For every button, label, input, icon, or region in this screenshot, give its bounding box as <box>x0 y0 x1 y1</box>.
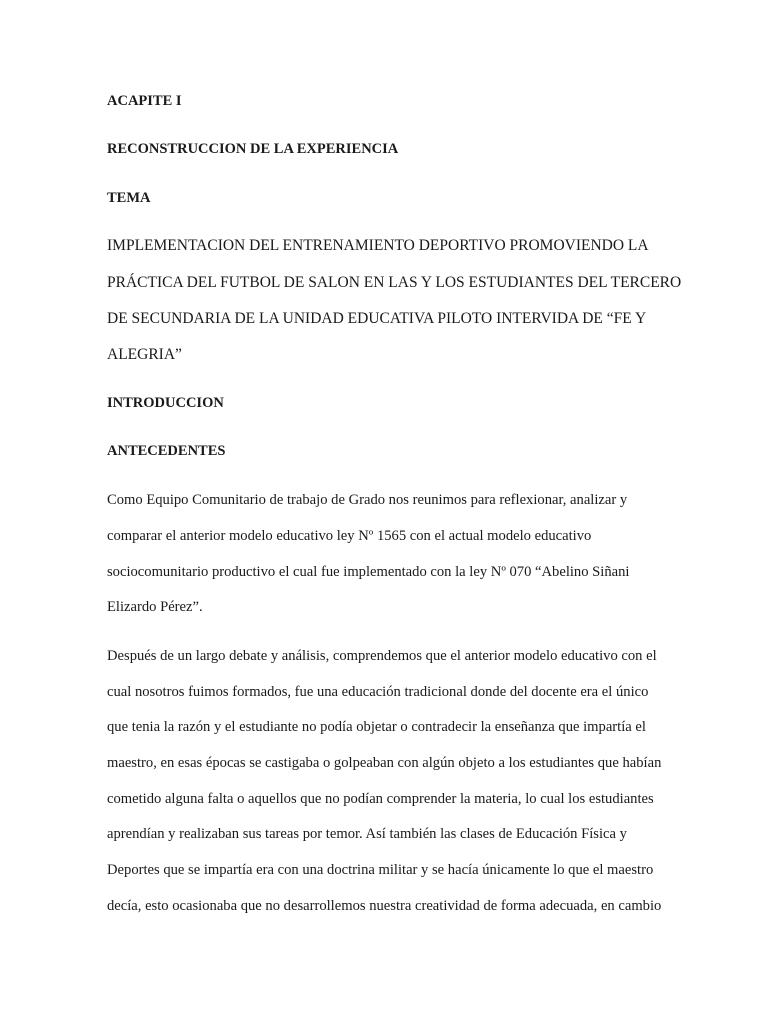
heading-acapite: ACAPITE I <box>107 93 182 109</box>
paragraph2-line-6: aprendían y realizaban sus tareas por temor. Así también las clases de Educación Física y <box>107 826 627 842</box>
title-line-3: DE SECUNDARIA DE LA UNIDAD EDUCATIVA PILOTO INTERVIDA DE “FE Y <box>107 310 647 327</box>
heading-introduccion: INTRODUCCION <box>107 395 224 411</box>
title-line-4: ALEGRIA” <box>107 346 182 363</box>
paragraph1-line-1: Como Equipo Comunitario de trabajo de Grado nos reunimos para reflexionar, analizar y <box>107 492 628 508</box>
paragraph2-line-4: maestro, en esas épocas se castigaba o golpeaban con algún objeto a los estudiantes que habían <box>107 755 662 771</box>
title-line-1: IMPLEMENTACION DEL ENTRENAMIENTO DEPORTIVO PROMOVIENDO LA <box>107 237 649 254</box>
paragraph2-line-8: decía, esto ocasionaba que no desarrollemos nuestra creatividad de forma adecuada, en cambio <box>107 898 662 914</box>
heading-tema: TEMA <box>107 190 151 206</box>
paragraph2-line-5: cometido alguna falta o aquellos que no podían comprender la materia, lo cual los estudiantes <box>107 791 654 807</box>
paragraph2-line-1: Después de un largo debate y análisis, comprendemos que el anterior modelo educativo con el <box>107 648 657 664</box>
title-line-2: PRÁCTICA DEL FUTBOL DE SALON EN LAS Y LOS ESTUDIANTES DEL TERCERO <box>107 274 682 291</box>
paragraph1-line-3: sociocomunitario productivo el cual fue implementado con la ley Nº 070 “Abelino Siñani <box>107 564 630 580</box>
paragraph1-line-4: Elizardo Pérez”. <box>107 599 203 615</box>
paragraph1-line-2: comparar el anterior modelo educativo ley Nº 1565 con el actual modelo educativo <box>107 528 592 544</box>
paragraph2-line-7: Deportes que se impartía era con una doctrina militar y se hacía únicamente lo que el maestro <box>107 862 654 878</box>
paragraph2-line-3: que tenia la razón y el estudiante no podía objetar o contradecir la enseñanza que impartía el <box>107 719 646 735</box>
heading-antecedentes: ANTECEDENTES <box>107 443 226 459</box>
heading-reconstruccion: RECONSTRUCCION DE LA EXPERIENCIA <box>107 141 399 157</box>
paragraph2-line-2: cual nosotros fuimos formados, fue una educación tradicional donde del docente era el único <box>107 684 649 700</box>
